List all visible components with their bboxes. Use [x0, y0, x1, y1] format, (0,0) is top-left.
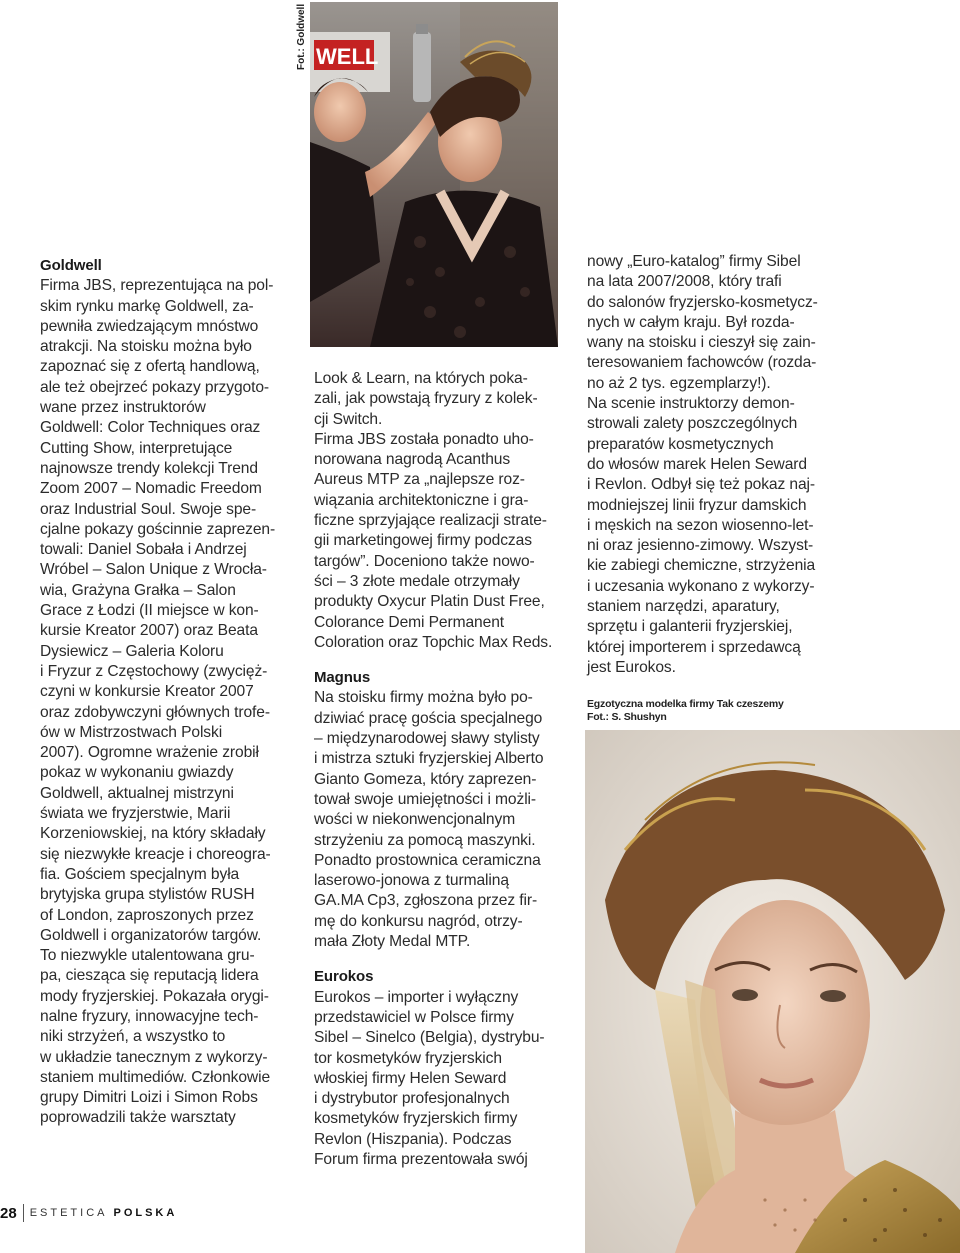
text-line: i uczesania wykonano z wykorzy-	[587, 577, 815, 595]
text-line: brytyjska grupa stylistów RUSH	[40, 886, 255, 904]
text-line: Revlon (Hiszpania). Podczas	[314, 1130, 512, 1148]
photo-credit-top: Fot.: Goldwell	[296, 3, 307, 70]
text-line: niki strzyżeń, a wszystko to	[40, 1028, 226, 1046]
caption-credit: Fot.: S. Shushyn	[587, 711, 667, 723]
text-line: jest Eurokos.	[587, 658, 676, 676]
text-line: tował swoje umiejętności i możli-	[314, 790, 537, 808]
text-line: sprzętu i galanterii fryzjerskiej,	[587, 618, 793, 636]
text-line: Coloration oraz Topchic Max Reds.	[314, 633, 553, 651]
text-line: produkty Oxycur Platin Dust Free,	[314, 593, 545, 611]
text-line: Goldwell, aktualnej mistrzyni	[40, 784, 234, 802]
text-line: Gianto Gomeza, który zaprezen-	[314, 770, 537, 788]
text-line: fia. Gościem specjalnym była	[40, 865, 240, 883]
text-line: wane przez instruktorów	[40, 399, 206, 417]
text-line: Grace z Łodzi (II miejsce w kon-	[40, 602, 259, 620]
text-line: grupy Dimitri Loizi i Simon Robs	[40, 1089, 258, 1107]
text-line: gii marketingowej firmy podczas	[314, 532, 532, 550]
column-3	[587, 252, 837, 678]
text-line: Wróbel – Salon Unique z Wrocła-	[40, 561, 267, 579]
footer-divider	[23, 1204, 24, 1222]
text-line: i Revlon. Odbył się też pokaz naj-	[587, 476, 816, 494]
text-line: staniem narzędzi, aparatury,	[587, 598, 780, 616]
text-line: ów w Mistrzostwach Polski	[40, 723, 223, 741]
text-line: Firma JBS, reprezentująca na pol-	[40, 277, 274, 295]
text-line: włoskiej firmy Helen Seward	[314, 1069, 507, 1087]
text-line: i męskich na sezon wiosenno-let-	[587, 516, 814, 534]
text-line: mę do konkursu nagród, otrzy-	[314, 912, 523, 930]
text-line: skim rynku markę Goldwell, za-	[40, 297, 254, 315]
text-line: no aż 2 tys. egzemplarzy!).	[587, 374, 771, 392]
text-line: Korzeniowskiej, na który składały	[40, 825, 266, 843]
magazine-name-part2: POLSKA	[113, 1207, 178, 1219]
text-line: świata we fryzjerstwie, Marii	[40, 805, 231, 823]
text-line: cjalne pokazy gościnnie zaprezen-	[40, 520, 276, 538]
text-line: Cutting Show, interpretujące	[40, 439, 233, 457]
text-line: zapoznać się z ofertą handlową,	[40, 358, 260, 376]
text-line: Aureus MTP za „najlepsze roz-	[314, 471, 525, 489]
text-line: nalne fryzury, innowacyjne tech-	[40, 1007, 259, 1025]
section-heading-eurokos: Eurokos	[314, 968, 374, 986]
text-line: kosmetyków fryzjerskich firmy	[314, 1110, 518, 1128]
text-line: preparatów kosmetycznych	[587, 435, 774, 453]
text-line: do salonów fryzjersko-kosmetycz-	[587, 293, 818, 311]
text-line: Look & Learn, na których poka-	[314, 370, 528, 387]
text-line: towali: Daniel Sobała i Andrzej	[40, 541, 247, 559]
text-line: wiązania architektoniczne i gra-	[314, 491, 529, 509]
text-line: laserowo-jonowa z turmaliną	[314, 872, 509, 890]
text-line: Goldwell: Color Techniques oraz	[40, 419, 261, 437]
text-line: teresowaniem fachowców (rozda-	[587, 354, 817, 372]
text-line: Zoom 2007 – Nomadic Freedom	[40, 480, 262, 498]
page-footer	[0, 1203, 177, 1223]
text-line: i dystrybutor profesjonalnych	[314, 1090, 510, 1108]
stylist-show-photo	[310, 2, 558, 347]
text-line: ficzne sprzyjające realizacji strate-	[314, 512, 547, 530]
text-line: czyni w konkursie Kreator 2007	[40, 683, 254, 701]
text-line: na lata 2007/2008, który trafi	[587, 273, 782, 291]
text-line: wany na stoisku i cieszył się zain-	[587, 334, 816, 352]
text-line: kie zabiegi chemiczne, strzyżenia	[587, 557, 816, 575]
text-line: ści – 3 złote medale otrzymały	[314, 572, 520, 590]
text-line: zali, jak powstają fryzury z kolek-	[314, 390, 538, 408]
text-line: Dysiewicz – Galeria Koloru	[40, 642, 224, 660]
text-line: Sibel – Sinelco (Belgia), dystrybu-	[314, 1029, 545, 1047]
text-line: się niezwykłe kreacje i choreogra-	[40, 845, 271, 863]
text-line: atrakcji. Na stoisku można było	[40, 338, 252, 356]
text-line: i Fryzur z Częstochowy (zwycięż-	[40, 662, 268, 680]
text-line: do włosów marek Helen Seward	[587, 455, 807, 473]
stylist-show-illustration	[310, 2, 558, 347]
text-line: najnowsze trendy kolekcji Trend	[40, 459, 258, 477]
text-line: wia, Grażyna Grałka – Salon	[40, 581, 236, 599]
text-line: tor kosmetyków fryzjerskich	[314, 1049, 502, 1067]
text-line: oraz Industrial Soul. Swoje spe-	[40, 500, 257, 518]
text-line: przedstawiciel w Polsce firmy	[314, 1008, 514, 1026]
text-line: – międzynarodowej sławy stylisty	[314, 730, 540, 748]
text-line: modniejszej linii fryzur damskich	[587, 496, 807, 514]
photo-caption	[587, 698, 847, 724]
section-heading-goldwell: Goldwell	[40, 257, 102, 274]
caption-title: Egzotyczna modelka firmy Tak czeszemy	[587, 698, 784, 710]
text-line: mała Złoty Medal MTP.	[314, 933, 471, 951]
text-line: staniem multimediów. Członkowie	[40, 1068, 271, 1086]
text-line: nych w całym kraju. Był rozda-	[587, 313, 795, 331]
text-line: strowali zalety poszczególnych	[587, 415, 798, 433]
text-line: Ponadto prostownica ceramiczna	[314, 851, 541, 869]
text-line: Na scenie instruktorzy demon-	[587, 395, 795, 413]
text-line: poprowadzili także warsztaty	[40, 1109, 236, 1127]
section-heading-magnus: Magnus	[314, 669, 371, 687]
model-portrait-photo	[585, 730, 960, 1253]
text-line: kursie Kreator 2007) oraz Beata	[40, 622, 258, 640]
text-line: Na stoisku firmy można było po-	[314, 689, 533, 707]
text-line: oraz zdobywczyni głównych trofe-	[40, 703, 270, 721]
text-line: i mistrza sztuki fryzjerskiej Alberto	[314, 750, 544, 768]
text-line: wości w niekonwencjonalnym	[314, 811, 516, 829]
text-line: mody fryzjerskiej. Pokazała orygi-	[40, 987, 269, 1005]
text-line: Eurokos – importer i wyłączny	[314, 988, 519, 1006]
magazine-name-part1: ESTETICA	[29, 1207, 108, 1219]
text-line: of London, zaproszonych przez	[40, 906, 254, 924]
text-line: dziwiać pracę gościa specjalnego	[314, 709, 543, 727]
text-line: ale też obejrzeć pokazy przygoto-	[40, 378, 269, 396]
column-1	[40, 256, 290, 1129]
text-line: Goldwell i organizatorów targów.	[40, 926, 262, 944]
text-line: GA.MA Cp3, zgłoszona przez fir-	[314, 892, 538, 910]
text-line: pewniła zwiedzającym mnóstwo	[40, 317, 259, 335]
text-line: w układzie tanecznym z wykorzy-	[40, 1048, 268, 1066]
column-2	[314, 369, 564, 1170]
text-line: 2007). Ogromne wrażenie zrobił	[40, 744, 259, 762]
text-line: pokaz w wykonaniu gwiazdy	[40, 764, 234, 782]
text-line: pa, ciesząca się reputacją lidera	[40, 967, 259, 985]
text-line: Colorance Demi Permanent	[314, 613, 505, 631]
text-line: Firma JBS została ponadto uho-	[314, 430, 534, 448]
text-line: norowana nagrodą Acanthus	[314, 451, 511, 469]
page-number: 28	[0, 1204, 17, 1222]
text-line: Forum firma prezentowała swój	[314, 1150, 528, 1168]
text-line: targów”. Doceniono także nowo-	[314, 552, 535, 570]
text-line: cji Switch.	[314, 410, 383, 428]
model-portrait-illustration	[585, 730, 960, 1253]
banner-text: WELL	[316, 44, 379, 69]
text-line: której importerem i sprzedawcą	[587, 638, 801, 656]
text-line: nowy „Euro-katalog” firmy Sibel	[587, 253, 801, 270]
text-line: strzyżeniu za pomocą maszynki.	[314, 831, 536, 849]
text-line: To niezwykle utalentowana gru-	[40, 947, 255, 965]
text-line: ni oraz jesienno-zimowy. Wszyst-	[587, 537, 814, 555]
